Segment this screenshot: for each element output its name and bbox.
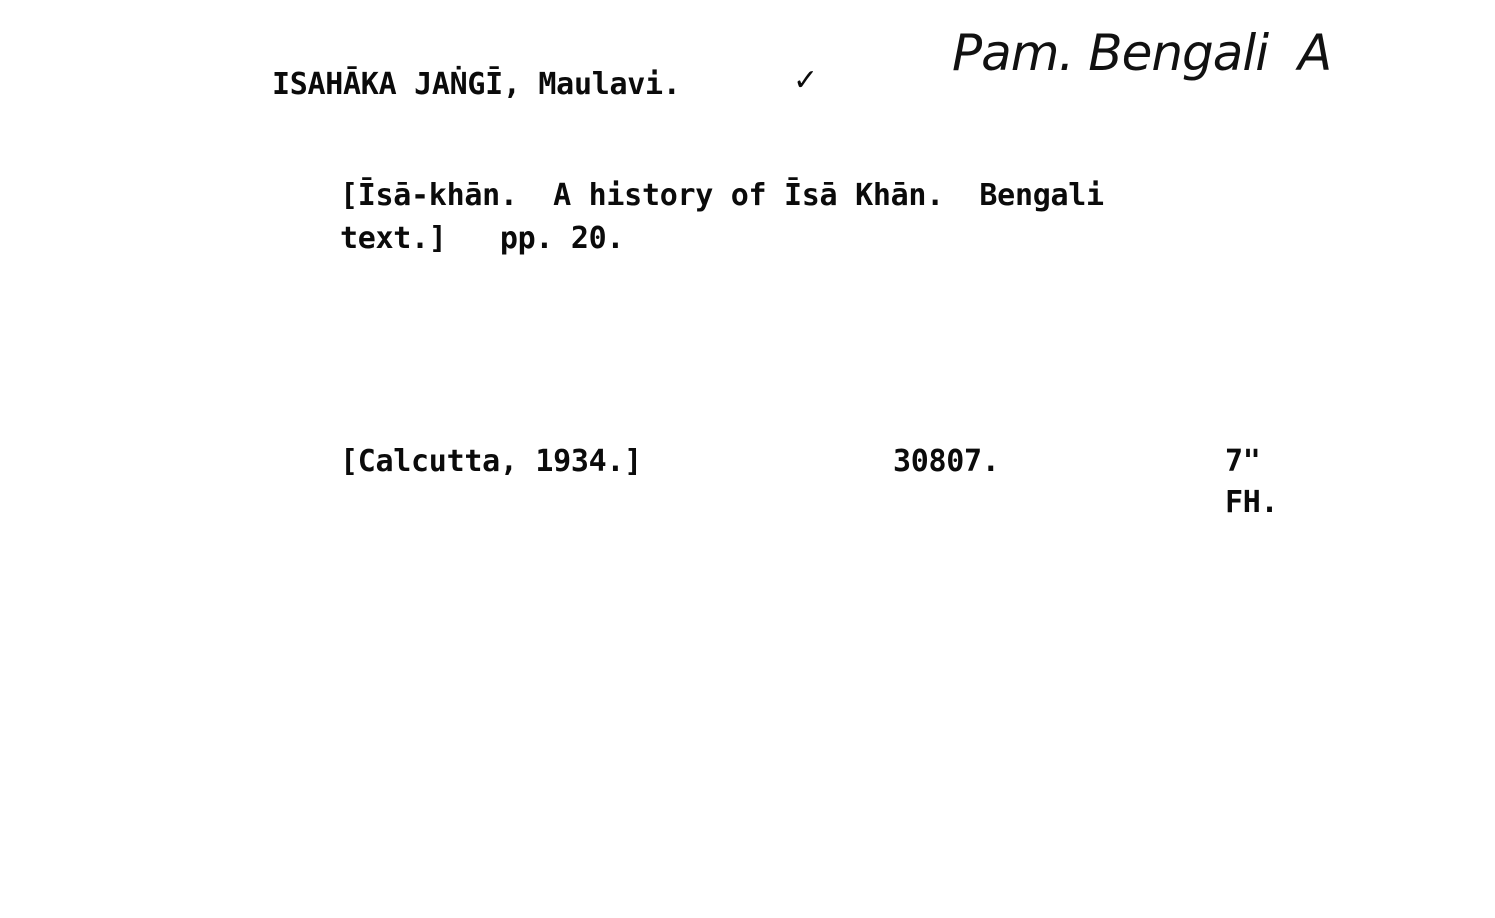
accession-number: 30807. bbox=[893, 444, 1000, 479]
cataloguer-initials: FH. bbox=[1225, 485, 1279, 520]
imprint: [Calcutta, 1934.] bbox=[340, 444, 642, 479]
title-line-2: text.] pp. 20. bbox=[340, 221, 625, 256]
title-line-1: [Īsā-khān. A history of Īsā Khān. Bengali bbox=[340, 178, 1104, 213]
size-note: 7" bbox=[1225, 444, 1261, 479]
handwritten-shelfmark: Pam. Bengali A bbox=[952, 24, 1332, 82]
check-mark-icon: ✓ bbox=[793, 63, 818, 98]
author-heading: ISAHĀKA JAṄGĪ, Maulavi. bbox=[272, 67, 681, 102]
